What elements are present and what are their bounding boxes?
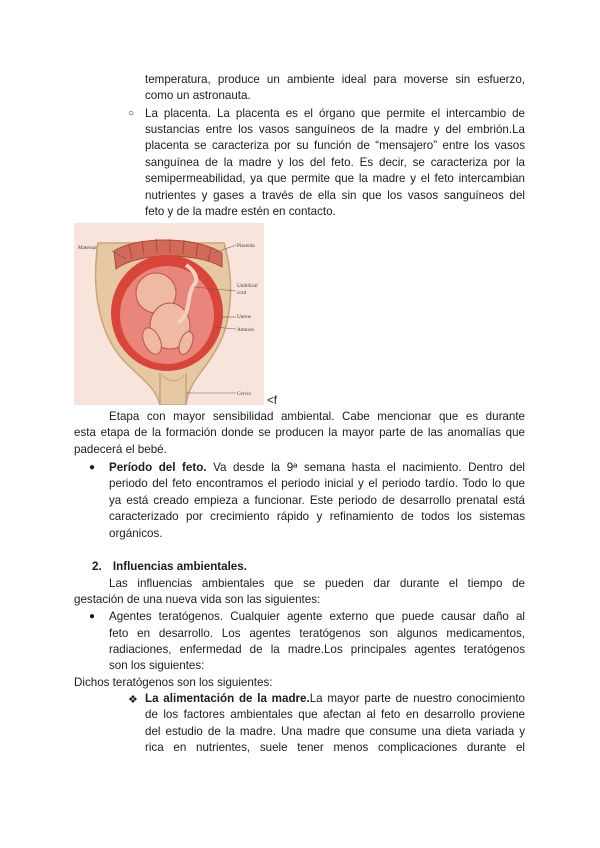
- heading-title: Influencias ambientales.: [112, 560, 247, 573]
- circle-bullet-icon: ○: [128, 108, 135, 119]
- placenta-line: nutrientes y gases a través de ella sin que los vasos sanguíneos del: [145, 189, 525, 202]
- uterus-diagram: [74, 223, 264, 405]
- feto-line: caracterizado por crecimiento rápido y refinamiento de todos los sistemas: [109, 510, 525, 523]
- agentes-line: feto en desarrollo. Los agentes teratógenos son algunos medicamentos,: [109, 627, 525, 640]
- feto-title: Período del feto.: [109, 461, 207, 474]
- placenta-line: placenta se caracteriza por su función de “mensajero” entre los vasos: [145, 139, 525, 152]
- feto-line: orgánicos.: [109, 527, 163, 540]
- label-umbilical: Umbilical: [237, 283, 258, 289]
- placenta-line: sustancias entre los vasos sanguíneos de la madre y del embrión.La: [145, 123, 525, 136]
- alim-line: [145, 691, 525, 707]
- dot-bullet-icon: ●: [89, 462, 96, 473]
- feto-line: [109, 460, 525, 476]
- stray-text: <f: [267, 394, 277, 407]
- agentes-line: son los siguientes:: [109, 659, 205, 672]
- agentes-line: Agentes teratógenos. Cualquier agente externo que puede causar daño al: [109, 610, 525, 623]
- agentes-line: radiaciones, enfermedad de la madre.Los principales agentes teratógenos: [109, 643, 525, 656]
- placenta-line: semipermeabilidad, ya que permite que la madre y el feto intercambian: [145, 172, 525, 185]
- feto-line: ya está creado empieza a funcionar. Este periodo de desarrollo prenatal está: [109, 494, 525, 507]
- alim-line: rica en nutrientes, suele tener menos complicaciones durante el: [145, 741, 525, 754]
- label-cord: cord: [237, 290, 247, 296]
- label-cervix: Cervix: [237, 391, 252, 397]
- section-heading: [92, 560, 247, 573]
- heading-number: 2.: [92, 560, 102, 573]
- influencias-line: gestación de una nueva vida son las siguientes:: [74, 593, 321, 606]
- alim-title: La alimentación de la madre.: [145, 692, 310, 705]
- label-amnion: Amnion: [237, 327, 255, 333]
- feto-text: Va desde la 9ª semana hasta el nacimiento. Dentro del: [206, 461, 525, 474]
- placenta-line: feto y de la madre estén en contacto.: [145, 205, 336, 218]
- placenta-line: sanguínea de la madre y los del feto. Es decir, se caracteriza por la: [145, 156, 525, 169]
- alim-text: La mayor parte de nuestro conocimiento: [309, 692, 525, 705]
- label-maternal: Maternal: [78, 245, 97, 251]
- alim-line: de los factores ambientales que afectan al feto en desarrollo proviene: [145, 708, 525, 721]
- etapa-line: esta etapa de la formación donde se producen la mayor parte de las anomalías que: [74, 426, 525, 439]
- etapa-line: Etapa con mayor sensibilidad ambiental. Cabe mencionar que es durante: [109, 410, 525, 423]
- influencias-line: Las influencias ambientales que se pueden dar durante el tiempo de: [109, 577, 525, 590]
- etapa-line: padecerá el bebé.: [74, 443, 167, 456]
- alim-line: del estudio de la madre. Una madre que consume una dieta variada y: [145, 725, 525, 738]
- placenta-line: La placenta. La placenta es el órgano que permite el intercambio de: [145, 107, 525, 120]
- paragraph-line: temperatura, produce un ambiente ideal para moverse sin esfuerzo,: [145, 73, 525, 86]
- feto-line: periodo del feto encontramos el periodo inicial y el periodo tardío. Todo lo que: [109, 477, 525, 490]
- dot-bullet-icon: ●: [89, 611, 96, 622]
- fetus-uterus-illustration: [74, 223, 264, 405]
- diamond-bullet-icon: ❖: [128, 694, 138, 706]
- label-uterus: Uterus: [237, 314, 251, 320]
- label-placenta: Placenta: [237, 243, 255, 249]
- paragraph-line: como un astronauta.: [145, 89, 251, 102]
- dichos-line: Dichos teratógenos son los siguientes:: [74, 676, 273, 689]
